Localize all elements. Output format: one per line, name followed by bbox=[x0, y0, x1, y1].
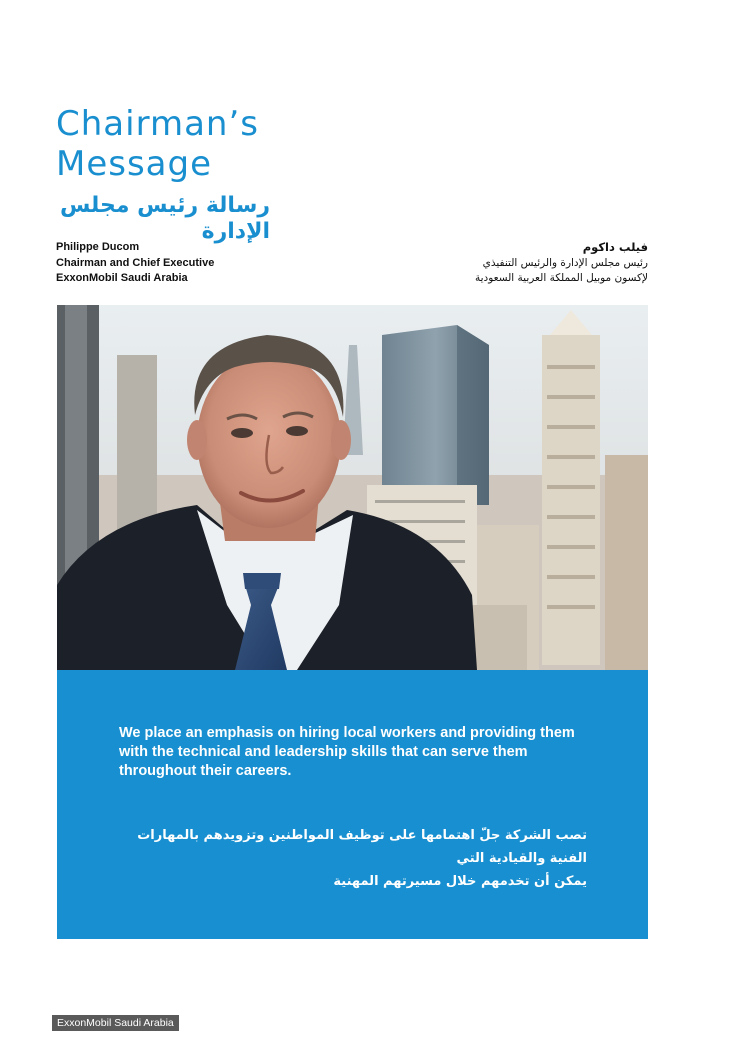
pull-quote-arabic-line-1: تصب الشركة جلّ اهتمامها على توظيف المواطنين وتزويدهم بالمهارات الفنية والقيادية التي bbox=[137, 828, 587, 866]
page-title bbox=[56, 104, 376, 184]
page-title-line-2: Message bbox=[56, 144, 213, 184]
page-title-arabic: رسالة رئيس مجلس الإدارة bbox=[59, 193, 270, 244]
page-title-line-1: Chairman’s bbox=[56, 104, 259, 144]
signature-role: Chairman and Chief Executive bbox=[56, 256, 215, 269]
pull-quote-box bbox=[57, 670, 648, 939]
signature-name-arabic: فيلب داكوم bbox=[582, 240, 648, 254]
footer-company-label: ExxonMobil Saudi Arabia bbox=[52, 1015, 179, 1031]
pull-quote-arabic-line-2: يمكن أن تخدمهم خلال مسيرتهم المهنية bbox=[333, 874, 587, 889]
pull-quote-english: We place an emphasis on hiring local workers and providing them with the technical and leadership skills that can serve them throughout their careers. bbox=[119, 725, 575, 779]
chairman-photo bbox=[57, 305, 648, 670]
signature-company: ExxonMobil Saudi Arabia bbox=[56, 272, 188, 284]
signature-arabic bbox=[420, 240, 648, 287]
chairman-photo-illustration bbox=[57, 305, 648, 670]
signature-role-arabic: رئيس مجلس الإدارة والرئيس التنفيذي bbox=[482, 256, 648, 269]
pull-quote-arabic bbox=[107, 824, 587, 893]
signature-name: Philippe Ducom bbox=[56, 241, 140, 253]
signature-english bbox=[56, 240, 316, 287]
signature-company-arabic: لإكسون موبيل المملكة العربية السعودية bbox=[475, 272, 648, 284]
